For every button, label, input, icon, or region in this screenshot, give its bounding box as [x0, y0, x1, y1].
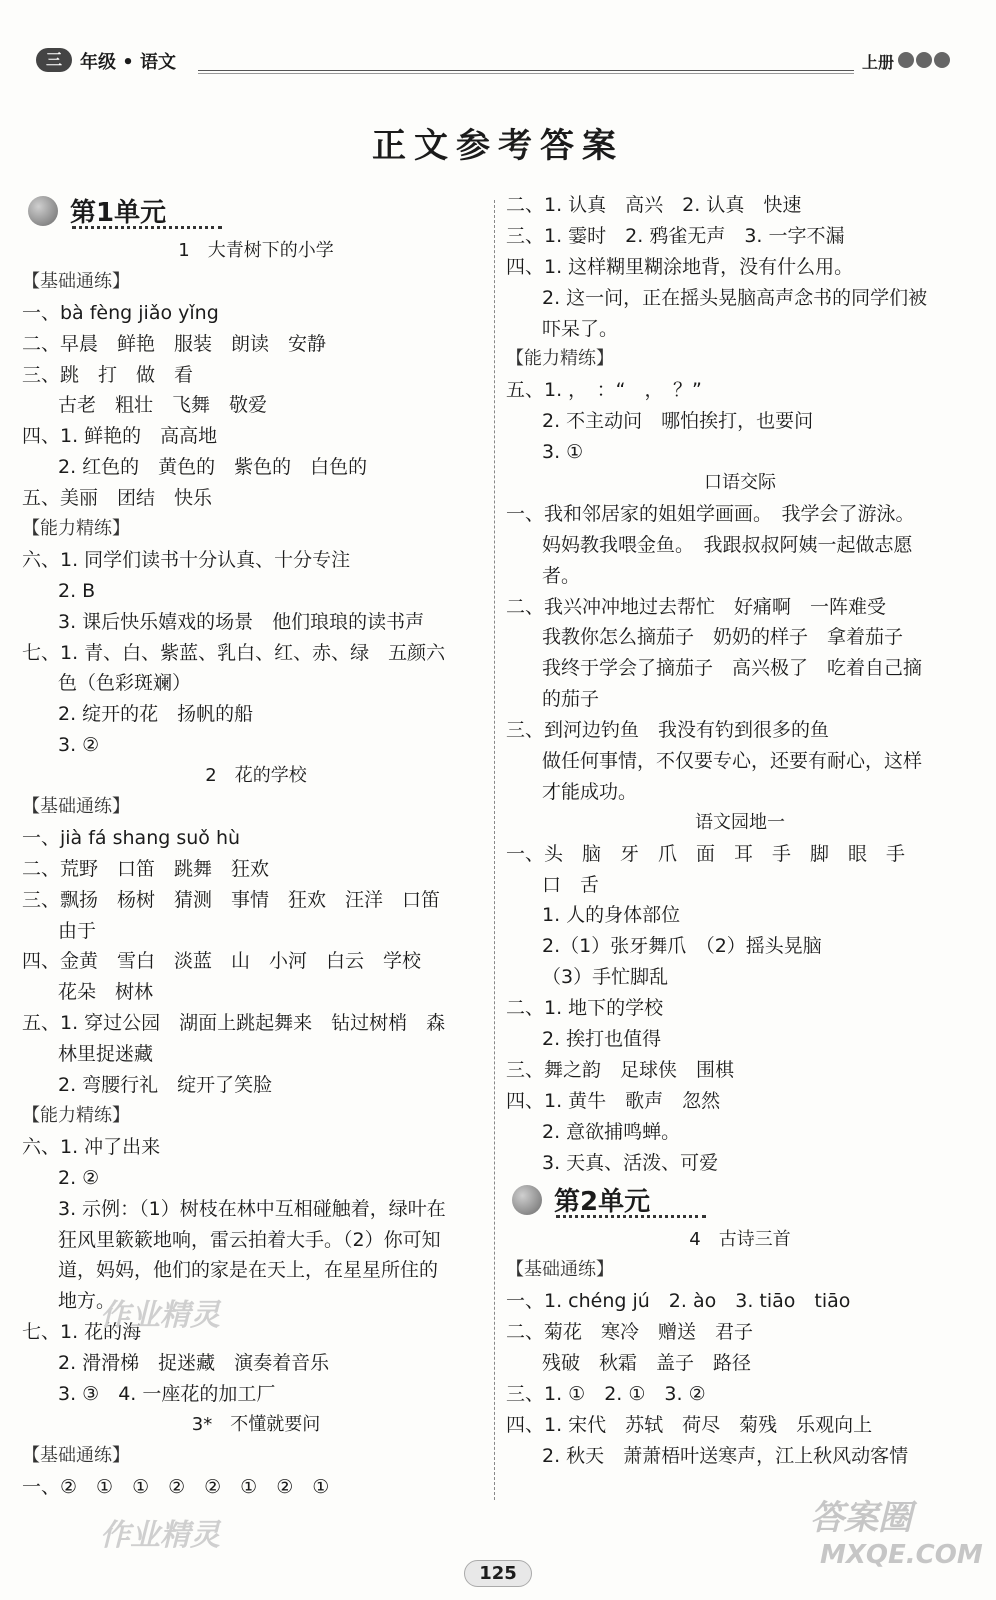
answer-line: 三、舞之韵 足球侠 围棋 [506, 1058, 735, 1081]
answer-line: 二、菊花 寒冷 赠送 君子 [506, 1321, 754, 1344]
unit-heading [506, 1179, 974, 1225]
answer-line: 一、② ① ① ② ② ① ② ① [22, 1475, 330, 1498]
answer-line: 五、1. ， ：“ ， ？” [506, 379, 702, 402]
answer-line: 二、1. 地下的学校 [506, 997, 664, 1020]
answer-line: 四、1. 宋代 苏轼 荷尽 菊残 乐观向上 [506, 1413, 873, 1436]
answer-line: 我终于学会了摘茄子 高兴极了 吃着自己摘 [542, 657, 923, 680]
answer-line: 五、1. 穿过公园 湖面上跳起舞来 钻过树梢 森 [22, 1012, 446, 1035]
column-divider [494, 200, 495, 1500]
answer-line: 四、1. 这样糊里糊涂地背，没有什么用。 [506, 255, 854, 278]
answer-line: 四、1. 黄牛 歌声 忽然 [506, 1089, 721, 1112]
answer-line: 林里捉迷藏 [58, 1043, 154, 1066]
unit-underline [72, 226, 222, 229]
answer-line: 二、我兴冲冲地过去帮忙 好痛啊 一阵难受 [506, 595, 887, 618]
answer-line: 才能成功。 [542, 780, 638, 803]
lesson-title: 2 花的学校 [205, 765, 307, 787]
left-column [22, 190, 490, 1503]
grade-badge: 三 [36, 48, 72, 72]
answer-line: 吓呆了。 [542, 317, 619, 340]
section-tag: 【能力精练】 [506, 348, 614, 370]
lesson-title: 3* 不懂就要问 [191, 1413, 321, 1435]
answer-line: 2. 滑滑梯 捉迷藏 演奏着音乐 [58, 1352, 330, 1375]
section-tag: 【基础通练】 [506, 1259, 614, 1281]
page-header [28, 40, 974, 84]
page-number-text: 125 [464, 1560, 532, 1587]
answer-line: 一、bà fèng jiǎo yǐng [22, 301, 219, 324]
watermark-corner-logo: 答案圈 [810, 1498, 912, 1538]
answer-line: 一、头 脑 牙 爪 面 耳 手 脚 眼 手 [506, 842, 906, 865]
answer-line: 一、jià fá shang suǒ hù [22, 826, 241, 849]
answer-line: 狂风里簌簌地响，雷云拍着大手。（2）你可知 [58, 1228, 441, 1251]
answer-line: 3. 课后快乐嬉戏的场景 他们琅琅的读书声 [58, 610, 425, 633]
unit-ball-icon [28, 196, 58, 226]
answer-line: 花朵 树林 [58, 981, 154, 1004]
answer-line: 三、1. 霎时 2. 鸦雀无声 3. 一字不漏 [506, 224, 845, 247]
answer-line: 2. B [58, 579, 96, 602]
answer-line: 六、1. 冲了出来 [22, 1135, 161, 1158]
answer-line: 七、1. 青、白、紫蓝、乳白、红、赤、绿 五颜六 [22, 641, 446, 664]
answer-line: 五、美丽 团结 快乐 [22, 487, 213, 510]
answer-line: 2. 这一问，正在摇头晃脑高声念书的同学们被 [542, 286, 928, 309]
answer-line: 2. ② [58, 1166, 100, 1189]
answer-line: 3. 示例：（1）树枝在林中互相碰触着，绿叶在 [58, 1197, 446, 1220]
answer-line: 二、早晨 鲜艳 服装 朗读 安静 [22, 332, 327, 355]
answer-line: 七、1. 花的海 [22, 1321, 142, 1344]
section-tag: 【基础通练】 [22, 270, 130, 292]
watermark-corner-url: MXQE.COM [820, 1540, 983, 1570]
unit-underline [556, 1215, 706, 1218]
answer-line: 古老 粗壮 飞舞 敬爱 [58, 394, 268, 417]
answer-line: 做任何事情，不仅要专心，还要有耐心，这样 [542, 750, 923, 773]
answer-line: 2. 弯腰行礼 绽开了笑脸 [58, 1074, 273, 1097]
lesson-title: 语文园地一 [695, 811, 785, 833]
answer-line: 一、我和邻居家的姐姐学画画。 我学会了游泳。 [506, 502, 915, 525]
header-volume: 上册 [861, 53, 894, 72]
answer-line: 1. 人的身体部位 [542, 904, 681, 927]
answer-line: 四、1. 鲜艳的 高高地 [22, 425, 218, 448]
lesson-title: 1 大青树下的小学 [178, 240, 334, 261]
answer-line: 二、荒野 口笛 跳舞 狂欢 [22, 857, 270, 880]
answer-line: 一、1. chéng jú 2. ào 3. tiāo tiāo [506, 1290, 851, 1313]
unit-title: 第1单元 [70, 198, 167, 228]
answer-line: 3. ② [58, 734, 100, 757]
answer-line: 三、1. ① 2. ① 3. ② [506, 1382, 706, 1405]
answer-line: 我教你怎么摘茄子 奶奶的样子 拿着茄子 [542, 626, 904, 649]
lesson-title: 4 古诗三首 [689, 1228, 791, 1250]
right-column [506, 190, 974, 1472]
answer-line: 2. 绽开的花 扬帆的船 [58, 703, 254, 726]
unit-title: 第2单元 [554, 1186, 651, 1217]
header-rule [198, 70, 854, 71]
page-number [0, 1560, 996, 1587]
answer-line: 2. 红色的 黄色的 紫色的 白色的 [58, 456, 368, 479]
unit-ball-icon [512, 1185, 542, 1215]
answer-line: 道，妈妈，他们的家是在天上，在星星所住的 [58, 1259, 439, 1282]
answer-line: 地方。 [58, 1290, 116, 1313]
answer-line: 残破 秋霜 盖子 路径 [542, 1352, 752, 1375]
watermark-left-1: 作业精灵 [100, 1298, 220, 1333]
answer-line: 者。 [542, 564, 581, 587]
answer-line: 三、飘扬 杨树 猜测 事情 狂欢 汪洋 口笛 [22, 888, 441, 911]
answer-line: （3）手忙脚乱 [542, 966, 669, 989]
header-rule-secondary [198, 73, 854, 74]
answer-line: 2. 不主动问 哪怕挨打，也要问 [542, 410, 814, 433]
section-tag: 【能力精练】 [22, 1104, 130, 1126]
answer-line: 色（色彩斑斓） [58, 672, 192, 695]
answer-line: 四、金黄 雪白 淡蓝 山 小河 白云 学校 [22, 950, 422, 973]
answer-line: 2. 意欲捕鸣蝉。 [542, 1120, 681, 1143]
answer-line: 妈妈教我喂金鱼。 我跟叔叔阿姨一起做志愿 [542, 533, 913, 556]
section-tag: 【能力精练】 [22, 518, 130, 540]
answer-line: 口 舌 [542, 873, 600, 896]
answer-line: 三、到河边钓鱼 我没有钓到很多的鱼 [506, 719, 830, 742]
section-tag: 【基础通练】 [22, 796, 130, 818]
unit-heading [22, 190, 490, 236]
watermark-left-2: 作业精灵 [100, 1518, 220, 1553]
answer-line: 三、跳 打 做 看 [22, 363, 194, 386]
lesson-title: 口语交际 [704, 472, 776, 494]
answer-line: 的茄子 [542, 688, 600, 711]
answer-line: 2. 挨打也值得 [542, 1028, 662, 1051]
header-subject: 年级 • 语文 [80, 52, 177, 73]
page-title: 正文参考答案 [372, 126, 624, 166]
answer-line: 3. ③ 4. 一座花的加工厂 [58, 1382, 276, 1405]
answer-line: 3. ① [542, 441, 584, 464]
answer-line: 由于 [58, 919, 97, 942]
answer-line: 2.（1）张牙舞爪 （2）摇头晃脑 [542, 935, 822, 958]
answer-line: 六、1. 同学们读书十分认真、十分专注 [22, 548, 351, 571]
header-decoration [898, 52, 958, 68]
answer-line: 3. 天真、活泼、可爱 [542, 1151, 719, 1174]
section-tag: 【基础通练】 [22, 1444, 130, 1466]
answer-line: 二、1. 认真 高兴 2. 认真 快速 [506, 194, 802, 216]
answer-line: 2. 秋天 萧萧梧叶送寒声，江上秋风动客情 [542, 1444, 909, 1467]
